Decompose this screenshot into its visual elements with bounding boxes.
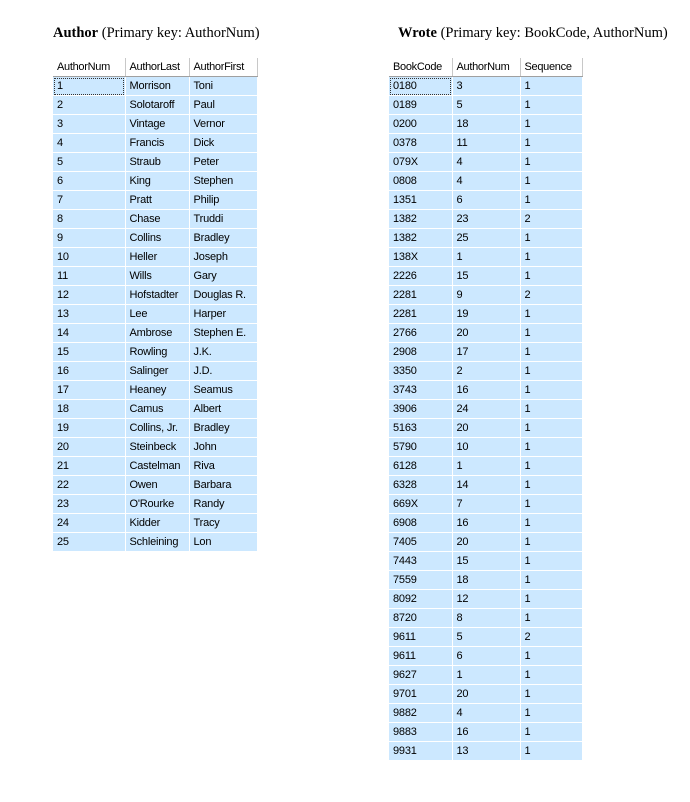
table-cell[interactable]: Riva bbox=[189, 457, 257, 476]
table-cell[interactable]: 8 bbox=[452, 609, 520, 628]
table-cell[interactable]: 19 bbox=[53, 419, 125, 438]
table-cell[interactable]: 15 bbox=[452, 552, 520, 571]
table-cell[interactable]: 8 bbox=[53, 210, 125, 229]
table-cell[interactable]: 1 bbox=[520, 267, 582, 286]
table-cell[interactable]: 079X bbox=[389, 153, 452, 172]
table-row[interactable] bbox=[389, 134, 582, 153]
table-cell[interactable]: 1 bbox=[520, 191, 582, 210]
table-row[interactable] bbox=[53, 533, 257, 552]
table-cell[interactable]: 1 bbox=[452, 248, 520, 267]
table-cell[interactable]: Bradley bbox=[189, 229, 257, 248]
table-cell[interactable]: 18 bbox=[452, 115, 520, 134]
table-row[interactable] bbox=[389, 324, 582, 343]
table-cell[interactable]: 9931 bbox=[389, 742, 452, 761]
author-primary-key-note: (Primary key: AuthorNum) bbox=[98, 25, 260, 41]
table-cell[interactable]: 18 bbox=[452, 571, 520, 590]
table-cell[interactable]: Castelman bbox=[125, 457, 189, 476]
table-row[interactable] bbox=[53, 514, 257, 533]
table-row[interactable] bbox=[389, 704, 582, 723]
table-cell[interactable]: 1 bbox=[520, 571, 582, 590]
table-cell[interactable]: 0808 bbox=[389, 172, 452, 191]
table-cell[interactable]: 2 bbox=[520, 628, 582, 647]
table-row[interactable] bbox=[389, 723, 582, 742]
table-cell[interactable]: 0180 bbox=[389, 77, 452, 96]
table-cell[interactable]: Morrison bbox=[125, 77, 189, 96]
table-row[interactable] bbox=[53, 438, 257, 457]
table-row[interactable] bbox=[389, 438, 582, 457]
table-cell[interactable]: Collins bbox=[125, 229, 189, 248]
table-cell[interactable]: 7 bbox=[452, 495, 520, 514]
table-row[interactable] bbox=[53, 115, 257, 134]
table-cell[interactable]: Camus bbox=[125, 400, 189, 419]
table-cell[interactable]: 20 bbox=[53, 438, 125, 457]
table-row[interactable] bbox=[53, 305, 257, 324]
table-cell[interactable]: 4 bbox=[452, 172, 520, 191]
table-cell[interactable]: 4 bbox=[452, 704, 520, 723]
table-cell[interactable]: 2766 bbox=[389, 324, 452, 343]
table-cell[interactable]: 2 bbox=[520, 210, 582, 229]
table-cell[interactable]: Steinbeck bbox=[125, 438, 189, 457]
table-cell[interactable]: 1 bbox=[520, 438, 582, 457]
table-cell[interactable]: 5 bbox=[452, 628, 520, 647]
table-cell[interactable]: Rowling bbox=[125, 343, 189, 362]
table-cell[interactable]: 1 bbox=[520, 419, 582, 438]
table-cell[interactable]: 17 bbox=[53, 381, 125, 400]
table-cell[interactable]: John bbox=[189, 438, 257, 457]
table-cell[interactable]: 1382 bbox=[389, 210, 452, 229]
table-row[interactable] bbox=[389, 666, 582, 685]
table-cell[interactable]: 7559 bbox=[389, 571, 452, 590]
table-cell[interactable]: 1 bbox=[520, 533, 582, 552]
table-cell[interactable]: Philip bbox=[189, 191, 257, 210]
table-cell[interactable]: 3 bbox=[452, 77, 520, 96]
table-row[interactable] bbox=[389, 343, 582, 362]
table-cell[interactable]: Stephen E. bbox=[189, 324, 257, 343]
table-cell[interactable]: Stephen bbox=[189, 172, 257, 191]
table-row[interactable] bbox=[53, 495, 257, 514]
table-cell[interactable]: 1 bbox=[520, 495, 582, 514]
table-cell[interactable]: 1 bbox=[520, 647, 582, 666]
table-cell[interactable]: 1 bbox=[520, 96, 582, 115]
table-row[interactable] bbox=[53, 419, 257, 438]
table-row[interactable] bbox=[53, 362, 257, 381]
table-cell[interactable]: 2 bbox=[452, 362, 520, 381]
wrote-header-row bbox=[389, 58, 582, 77]
column-header[interactable]: BookCode bbox=[389, 58, 452, 77]
table-cell[interactable]: 14 bbox=[53, 324, 125, 343]
table-cell[interactable]: 1 bbox=[520, 400, 582, 419]
table-cell[interactable]: 9627 bbox=[389, 666, 452, 685]
table-row[interactable] bbox=[53, 248, 257, 267]
table-cell[interactable]: 2908 bbox=[389, 343, 452, 362]
table-row[interactable] bbox=[53, 153, 257, 172]
table-row[interactable] bbox=[53, 267, 257, 286]
table-cell[interactable]: Schleining bbox=[125, 533, 189, 552]
table-row[interactable] bbox=[389, 609, 582, 628]
table-cell[interactable]: 21 bbox=[53, 457, 125, 476]
table-cell[interactable]: 11 bbox=[53, 267, 125, 286]
table-cell[interactable]: 9611 bbox=[389, 647, 452, 666]
table-cell[interactable]: 2281 bbox=[389, 286, 452, 305]
column-header[interactable]: AuthorFirst bbox=[189, 58, 257, 77]
table-cell[interactable]: Paul bbox=[189, 96, 257, 115]
table-row[interactable] bbox=[389, 362, 582, 381]
wrote-table-name: Wrote bbox=[398, 25, 437, 41]
table-cell[interactable]: 1 bbox=[520, 77, 582, 96]
table-cell[interactable]: Wills bbox=[125, 267, 189, 286]
table-cell[interactable]: 6 bbox=[53, 172, 125, 191]
table-row[interactable] bbox=[53, 77, 257, 96]
table-cell[interactable]: 25 bbox=[53, 533, 125, 552]
table-cell[interactable]: 3 bbox=[53, 115, 125, 134]
table-row[interactable] bbox=[389, 495, 582, 514]
table-row[interactable] bbox=[389, 514, 582, 533]
table-cell[interactable]: Solotaroff bbox=[125, 96, 189, 115]
table-row[interactable] bbox=[389, 419, 582, 438]
table-row[interactable] bbox=[389, 742, 582, 761]
table-cell[interactable]: Peter bbox=[189, 153, 257, 172]
wrote-table-body bbox=[389, 77, 582, 761]
table-cell[interactable]: 20 bbox=[452, 324, 520, 343]
table-row[interactable] bbox=[389, 115, 582, 134]
table-cell[interactable]: Vintage bbox=[125, 115, 189, 134]
table-cell[interactable]: 1 bbox=[520, 362, 582, 381]
table-cell[interactable]: 1 bbox=[520, 229, 582, 248]
table-row[interactable] bbox=[389, 229, 582, 248]
table-row[interactable] bbox=[389, 267, 582, 286]
table-cell[interactable]: 6 bbox=[452, 647, 520, 666]
table-cell[interactable]: 12 bbox=[53, 286, 125, 305]
table-cell[interactable]: Heaney bbox=[125, 381, 189, 400]
table-cell[interactable]: 19 bbox=[452, 305, 520, 324]
table-cell[interactable]: 9883 bbox=[389, 723, 452, 742]
table-cell[interactable]: 669X bbox=[389, 495, 452, 514]
table-cell[interactable]: 1 bbox=[520, 172, 582, 191]
table-cell[interactable]: 1 bbox=[520, 685, 582, 704]
table-row[interactable] bbox=[53, 229, 257, 248]
table-cell[interactable]: 14 bbox=[452, 476, 520, 495]
table-cell[interactable]: 1 bbox=[452, 666, 520, 685]
table-cell[interactable]: 0200 bbox=[389, 115, 452, 134]
table-cell[interactable]: Tracy bbox=[189, 514, 257, 533]
wrote-table-caption bbox=[398, 24, 668, 42]
table-cell[interactable]: 3743 bbox=[389, 381, 452, 400]
table-cell[interactable]: 1 bbox=[520, 609, 582, 628]
table-cell[interactable]: 2 bbox=[53, 96, 125, 115]
table-cell[interactable]: 7443 bbox=[389, 552, 452, 571]
table-cell[interactable]: 1 bbox=[520, 343, 582, 362]
table-row[interactable] bbox=[389, 476, 582, 495]
table-row[interactable] bbox=[53, 400, 257, 419]
table-row[interactable] bbox=[389, 286, 582, 305]
table-cell[interactable]: Truddi bbox=[189, 210, 257, 229]
author-table-body bbox=[53, 77, 257, 552]
table-cell[interactable]: 3906 bbox=[389, 400, 452, 419]
column-header[interactable]: Sequence bbox=[520, 58, 582, 77]
table-row[interactable] bbox=[389, 305, 582, 324]
table-cell[interactable]: 1 bbox=[53, 77, 125, 96]
table-cell[interactable]: 9882 bbox=[389, 704, 452, 723]
table-cell[interactable]: 2281 bbox=[389, 305, 452, 324]
table-cell[interactable]: 10 bbox=[452, 438, 520, 457]
table-cell[interactable]: 1 bbox=[520, 248, 582, 267]
table-cell[interactable]: Owen bbox=[125, 476, 189, 495]
table-row[interactable] bbox=[389, 172, 582, 191]
table-cell[interactable]: 2 bbox=[520, 286, 582, 305]
table-cell[interactable]: 2226 bbox=[389, 267, 452, 286]
table-cell[interactable]: 0378 bbox=[389, 134, 452, 153]
table-cell[interactable]: 6908 bbox=[389, 514, 452, 533]
author-table-name: Author bbox=[53, 25, 99, 41]
table-cell[interactable]: 12 bbox=[452, 590, 520, 609]
table-cell[interactable]: Lon bbox=[189, 533, 257, 552]
table-cell[interactable]: Pratt bbox=[125, 191, 189, 210]
table-cell[interactable]: Gary bbox=[189, 267, 257, 286]
table-cell[interactable]: 3350 bbox=[389, 362, 452, 381]
table-row[interactable] bbox=[389, 571, 582, 590]
table-cell[interactable]: Hofstadter bbox=[125, 286, 189, 305]
table-row[interactable] bbox=[389, 552, 582, 571]
table-row[interactable] bbox=[53, 286, 257, 305]
wrote-table bbox=[389, 58, 583, 761]
table-cell[interactable]: Bradley bbox=[189, 419, 257, 438]
author-table-caption bbox=[53, 24, 260, 42]
table-cell[interactable]: 9611 bbox=[389, 628, 452, 647]
table-row[interactable] bbox=[53, 457, 257, 476]
table-cell[interactable]: 1382 bbox=[389, 229, 452, 248]
table-cell[interactable]: 16 bbox=[452, 514, 520, 533]
table-cell[interactable]: 1 bbox=[520, 457, 582, 476]
table-row[interactable] bbox=[389, 381, 582, 400]
table-row[interactable] bbox=[53, 324, 257, 343]
table-row[interactable] bbox=[389, 628, 582, 647]
table-cell[interactable]: 24 bbox=[53, 514, 125, 533]
table-cell[interactable]: Lee bbox=[125, 305, 189, 324]
table-row[interactable] bbox=[53, 210, 257, 229]
table-cell[interactable]: 1 bbox=[520, 723, 582, 742]
table-cell[interactable]: 138X bbox=[389, 248, 452, 267]
table-row[interactable] bbox=[389, 590, 582, 609]
table-cell[interactable]: 1351 bbox=[389, 191, 452, 210]
table-row[interactable] bbox=[53, 134, 257, 153]
table-cell[interactable]: 20 bbox=[452, 685, 520, 704]
table-cell[interactable]: 20 bbox=[452, 533, 520, 552]
table-cell[interactable]: 20 bbox=[452, 419, 520, 438]
table-cell[interactable]: Harper bbox=[189, 305, 257, 324]
table-row[interactable] bbox=[389, 533, 582, 552]
table-row[interactable] bbox=[389, 400, 582, 419]
table-cell[interactable]: 6128 bbox=[389, 457, 452, 476]
table-cell[interactable]: Joseph bbox=[189, 248, 257, 267]
table-cell[interactable]: 1 bbox=[520, 153, 582, 172]
table-cell[interactable]: 1 bbox=[520, 590, 582, 609]
table-cell[interactable]: 1 bbox=[520, 666, 582, 685]
table-cell[interactable]: King bbox=[125, 172, 189, 191]
author-table bbox=[53, 58, 258, 552]
table-row[interactable] bbox=[389, 647, 582, 666]
table-cell[interactable]: 7405 bbox=[389, 533, 452, 552]
table-cell[interactable]: 15 bbox=[452, 267, 520, 286]
table-row[interactable] bbox=[389, 153, 582, 172]
table-cell[interactable]: 10 bbox=[53, 248, 125, 267]
table-row[interactable] bbox=[389, 210, 582, 229]
table-cell[interactable]: 4 bbox=[53, 134, 125, 153]
table-cell[interactable]: 1 bbox=[452, 457, 520, 476]
table-cell[interactable]: J.D. bbox=[189, 362, 257, 381]
table-cell[interactable]: 23 bbox=[452, 210, 520, 229]
table-row[interactable] bbox=[389, 457, 582, 476]
table-cell[interactable]: 25 bbox=[452, 229, 520, 248]
table-cell[interactable]: 18 bbox=[53, 400, 125, 419]
table-cell[interactable]: Barbara bbox=[189, 476, 257, 495]
table-cell[interactable]: Toni bbox=[189, 77, 257, 96]
table-cell[interactable]: J.K. bbox=[189, 343, 257, 362]
table-cell[interactable]: 22 bbox=[53, 476, 125, 495]
table-cell[interactable]: 16 bbox=[452, 381, 520, 400]
table-row[interactable] bbox=[389, 248, 582, 267]
table-cell[interactable]: 5 bbox=[452, 96, 520, 115]
table-row[interactable] bbox=[389, 96, 582, 115]
table-cell[interactable]: Dick bbox=[189, 134, 257, 153]
table-cell[interactable]: 8092 bbox=[389, 590, 452, 609]
table-cell[interactable]: 11 bbox=[452, 134, 520, 153]
table-row[interactable] bbox=[389, 191, 582, 210]
table-cell[interactable]: Collins, Jr. bbox=[125, 419, 189, 438]
table-cell[interactable]: 9 bbox=[53, 229, 125, 248]
table-cell[interactable]: 9701 bbox=[389, 685, 452, 704]
table-cell[interactable]: Chase bbox=[125, 210, 189, 229]
table-row[interactable] bbox=[53, 96, 257, 115]
column-header[interactable]: AuthorNum bbox=[53, 58, 125, 77]
table-cell[interactable]: Albert bbox=[189, 400, 257, 419]
table-row[interactable] bbox=[389, 685, 582, 704]
table-cell[interactable]: 8720 bbox=[389, 609, 452, 628]
table-cell[interactable]: 5 bbox=[53, 153, 125, 172]
author-header-row bbox=[53, 58, 257, 77]
table-cell[interactable]: 1 bbox=[520, 324, 582, 343]
table-cell[interactable]: 23 bbox=[53, 495, 125, 514]
table-cell[interactable]: Salinger bbox=[125, 362, 189, 381]
table-row[interactable] bbox=[53, 476, 257, 495]
table-cell[interactable]: 5163 bbox=[389, 419, 452, 438]
table-cell[interactable]: 1 bbox=[520, 134, 582, 153]
column-header[interactable]: AuthorLast bbox=[125, 58, 189, 77]
table-cell[interactable]: Heller bbox=[125, 248, 189, 267]
table-cell[interactable]: 1 bbox=[520, 514, 582, 533]
table-cell[interactable]: O'Rourke bbox=[125, 495, 189, 514]
table-cell[interactable]: Ambrose bbox=[125, 324, 189, 343]
table-cell[interactable]: 1 bbox=[520, 476, 582, 495]
table-cell[interactable]: 1 bbox=[520, 704, 582, 723]
table-cell[interactable]: 9 bbox=[452, 286, 520, 305]
table-cell[interactable]: 6 bbox=[452, 191, 520, 210]
table-row[interactable] bbox=[389, 77, 582, 96]
table-cell[interactable]: 4 bbox=[452, 153, 520, 172]
table-cell[interactable]: 0189 bbox=[389, 96, 452, 115]
table-cell[interactable]: Douglas R. bbox=[189, 286, 257, 305]
table-row[interactable] bbox=[53, 191, 257, 210]
table-cell[interactable]: 1 bbox=[520, 115, 582, 134]
table-cell[interactable]: 1 bbox=[520, 305, 582, 324]
table-row[interactable] bbox=[53, 172, 257, 191]
table-cell[interactable]: 5790 bbox=[389, 438, 452, 457]
table-cell[interactable]: 6328 bbox=[389, 476, 452, 495]
table-cell[interactable]: 13 bbox=[53, 305, 125, 324]
table-cell[interactable]: 24 bbox=[452, 400, 520, 419]
table-cell[interactable]: 17 bbox=[452, 343, 520, 362]
table-cell[interactable]: 1 bbox=[520, 381, 582, 400]
table-cell[interactable]: Seamus bbox=[189, 381, 257, 400]
table-cell[interactable]: 15 bbox=[53, 343, 125, 362]
wrote-primary-key-note: (Primary key: BookCode, AuthorNum) bbox=[436, 25, 668, 41]
table-cell[interactable]: 16 bbox=[53, 362, 125, 381]
table-row[interactable] bbox=[53, 381, 257, 400]
table-cell[interactable]: Vernor bbox=[189, 115, 257, 134]
table-cell[interactable]: 7 bbox=[53, 191, 125, 210]
table-cell[interactable]: 1 bbox=[520, 742, 582, 761]
table-cell[interactable]: 13 bbox=[452, 742, 520, 761]
table-cell[interactable]: Straub bbox=[125, 153, 189, 172]
table-row[interactable] bbox=[53, 343, 257, 362]
table-cell[interactable]: 1 bbox=[520, 552, 582, 571]
column-header[interactable]: AuthorNum bbox=[452, 58, 520, 77]
table-cell[interactable]: Francis bbox=[125, 134, 189, 153]
table-cell[interactable]: Randy bbox=[189, 495, 257, 514]
table-cell[interactable]: Kidder bbox=[125, 514, 189, 533]
table-cell[interactable]: 16 bbox=[452, 723, 520, 742]
